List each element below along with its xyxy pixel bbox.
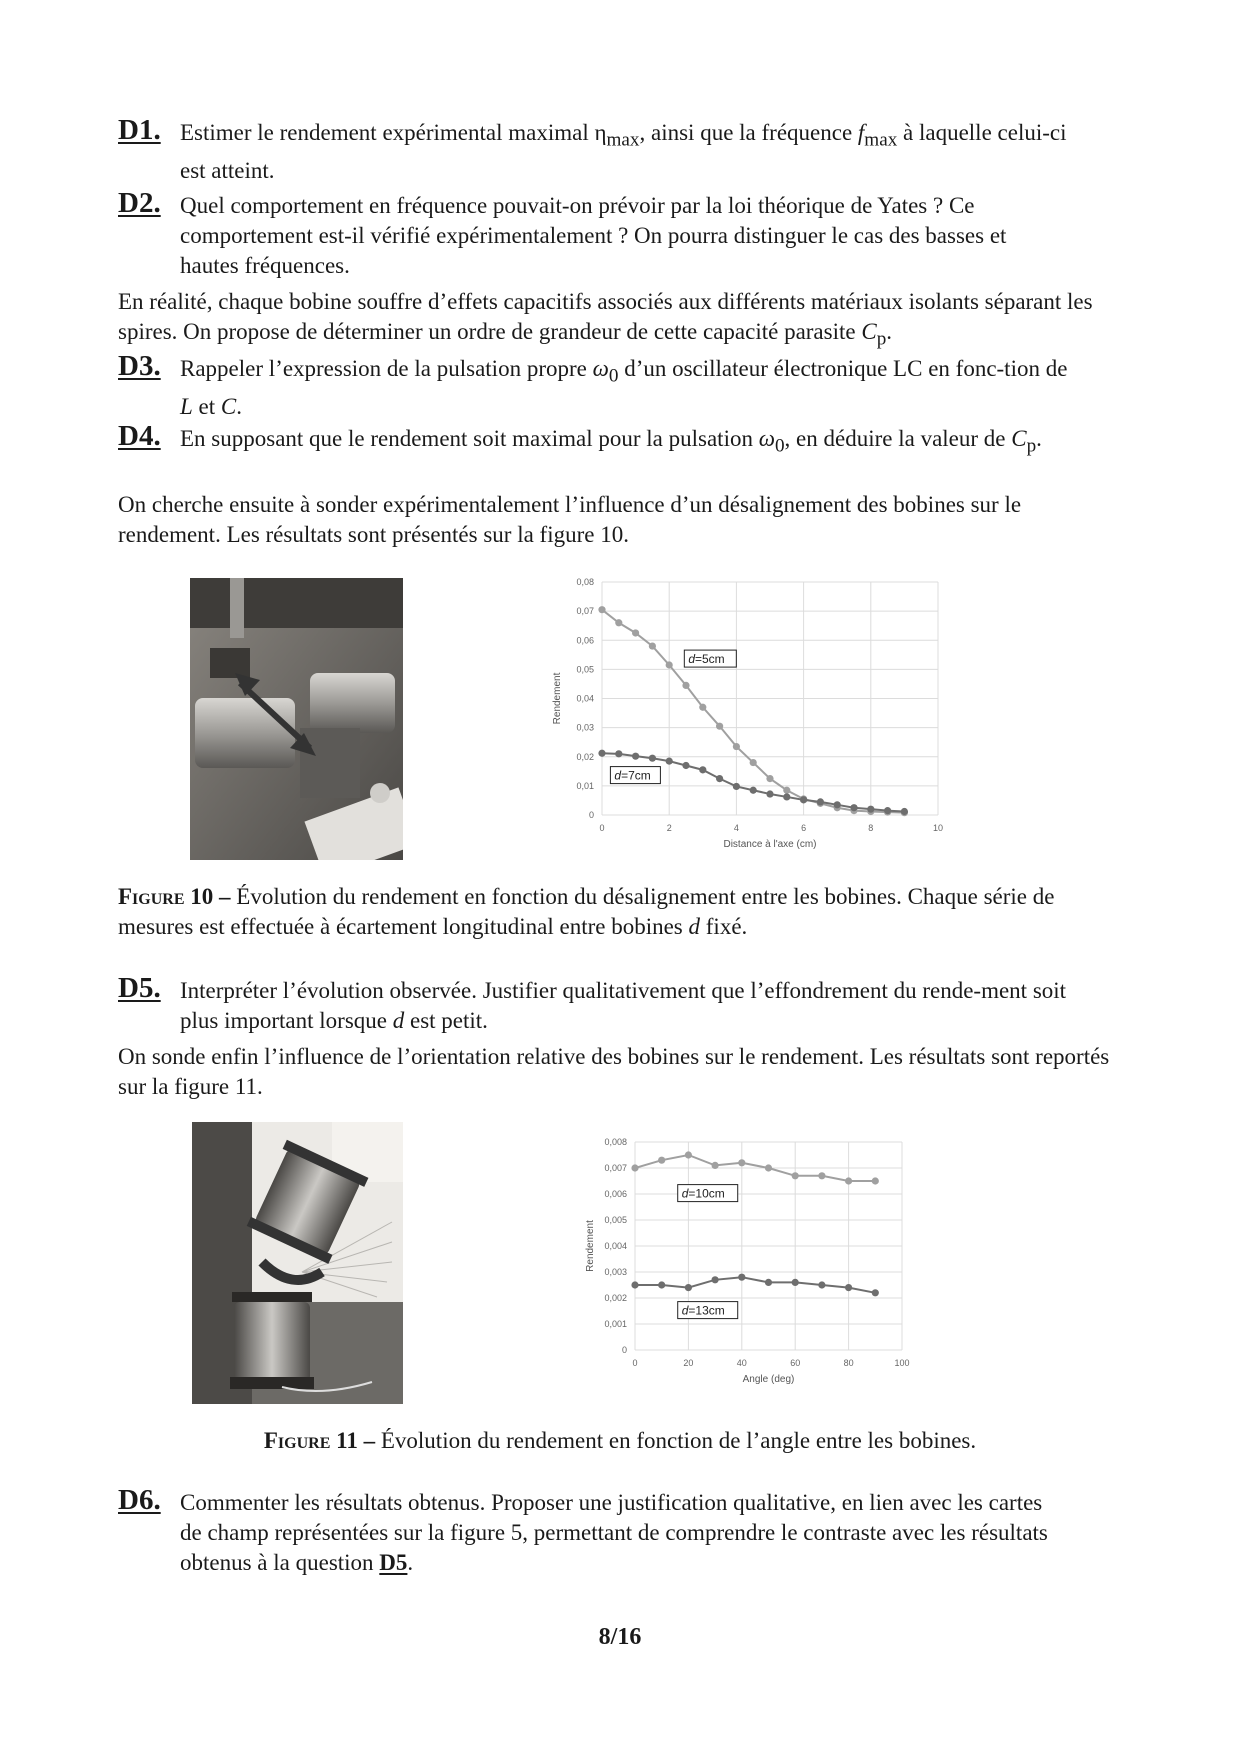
figure-number: 10 –: [190, 884, 231, 909]
figure-prefix: Figure: [263, 1428, 331, 1453]
y-tick-label: 0: [621, 1345, 627, 1355]
photo-illustration: [190, 578, 403, 860]
data-point: [598, 606, 605, 613]
y-axis-label: Rendement: [552, 672, 563, 725]
series-label-value: =5cm: [695, 652, 725, 667]
data-point: [818, 1281, 825, 1288]
data-point: [872, 1289, 879, 1296]
question-label: D4.: [118, 420, 161, 452]
data-point: [783, 793, 790, 800]
y-axis-label: Rendement: [585, 1220, 596, 1272]
x-tick-label: 40: [736, 1358, 747, 1368]
x-axis-label: Distance à l'axe (cm): [723, 839, 817, 850]
series-label-variable: d: [681, 1186, 689, 1201]
paragraph-orientation: On sonde enfin l’influence de l’orientation relative des bobines sur le rendement. Les résultats sont reportés sur la figure 11.: [118, 1044, 1110, 1099]
series-label-value: =13cm: [688, 1303, 725, 1318]
question-text: Quel comportement en fréquence pouvait-on prévoir par la loi théorique de Yates ? Ce comportement est-il vérifié expérimentalement ? On pourra distinguer le cas des basses et hautes fréquences.: [180, 193, 1007, 278]
question-label: D1.: [118, 114, 161, 146]
question-label: D2.: [118, 187, 161, 219]
data-point: [818, 1172, 825, 1179]
y-tick-label: 0,004: [604, 1241, 627, 1251]
question-label: D6.: [118, 1484, 161, 1516]
data-point: [649, 755, 656, 762]
y-tick-label: 0,02: [576, 751, 594, 762]
y-tick-label: 0,007: [604, 1163, 627, 1173]
data-point: [685, 1284, 692, 1291]
question-text: [180, 1488, 1068, 1578]
data-point: [632, 629, 639, 636]
data-point: [850, 804, 857, 811]
x-axis-label: Angle (deg): [742, 1374, 795, 1385]
figure-10-caption: [118, 882, 1128, 942]
y-tick-label: 0,01: [576, 780, 594, 791]
data-point: [658, 1281, 665, 1288]
x-tick-label: 80: [843, 1358, 854, 1368]
data-point: [766, 775, 773, 782]
question-text: En supposant que le rendement soit maximal pour la pulsation $\omega_0$, en déduire la valeur de $C_p$.: [180, 426, 1042, 457]
data-point: [792, 1279, 799, 1286]
data-point: [738, 1274, 745, 1281]
figure-prefix: Figure: [118, 884, 185, 909]
data-point: [615, 619, 622, 626]
data-point: [901, 808, 908, 815]
data-point: [682, 762, 689, 769]
question-text: Rappeler l’expression de la pulsation propre $\omega_0$ d’un oscillateur électronique LC en fonc-tion de L et C.: [180, 356, 1068, 419]
series-label-variable: d: [681, 1303, 689, 1318]
question-text-end: .: [407, 1550, 414, 1575]
x-tick-label: 4: [733, 823, 739, 833]
x-tick-label: 0: [599, 823, 605, 833]
data-point: [712, 1276, 719, 1283]
x-tick-label: 0: [632, 1358, 638, 1368]
series-label-value: =7cm: [621, 768, 651, 783]
data-point: [834, 801, 841, 808]
data-point: [631, 1164, 638, 1171]
photo-illustration: [192, 1122, 403, 1404]
y-tick-label: 0,002: [604, 1293, 627, 1303]
x-tick-label: 20: [683, 1358, 694, 1368]
x-tick-label: 10: [932, 823, 944, 833]
series-label: [682, 1187, 725, 1201]
series-label-variable: d: [688, 652, 696, 667]
question-label: D5.: [118, 972, 161, 1004]
question-text-main: Commenter les résultats obtenus. Proposer une justification qualitative, en lien avec les cartes de champ représentées sur la figure 5, permettant de comprendre le contraste avec les résultats obtenus à la question: [180, 1490, 1048, 1575]
series-label: [688, 652, 724, 666]
y-tick-label: 0: [588, 810, 594, 820]
x-tick-label: 8: [868, 823, 874, 833]
data-point: [783, 787, 790, 794]
figure-caption-text: Évolution du rendement en fonction de l’angle entre les bobines.: [380, 1428, 977, 1453]
series-label-value: =10cm: [688, 1186, 725, 1201]
data-point: [845, 1284, 852, 1291]
data-point: [792, 1172, 799, 1179]
data-point: [615, 750, 622, 757]
data-point: [845, 1177, 852, 1184]
y-tick-label: 0,04: [576, 693, 594, 704]
chart-rendement-distance: [540, 570, 960, 870]
page-number: 8/16: [598, 1624, 642, 1650]
y-tick-label: 0,005: [604, 1215, 627, 1225]
question-label: D3.: [118, 350, 161, 382]
data-point: [699, 766, 706, 773]
y-tick-label: 0,003: [604, 1267, 627, 1277]
data-point: [666, 758, 673, 765]
data-point: [712, 1162, 719, 1169]
figure-11-caption: [0, 1426, 1240, 1456]
y-tick-label: 0,07: [576, 606, 594, 617]
series-label: [682, 1304, 725, 1318]
data-point: [716, 723, 723, 730]
data-point: [766, 790, 773, 797]
data-point: [738, 1159, 745, 1166]
question-ref-d5[interactable]: D5: [379, 1550, 408, 1575]
y-tick-label: 0,008: [604, 1137, 627, 1147]
data-point: [765, 1164, 772, 1171]
data-point: [658, 1157, 665, 1164]
data-point: [685, 1151, 692, 1158]
data-point: [632, 753, 639, 760]
data-point: [682, 682, 689, 689]
y-tick-label: 0,03: [576, 722, 594, 733]
paragraph-capacite-parasite: En réalité, chaque bobine souffre d’effets capacitifs associés aux différents matériaux isolants séparant les spires. On propose de déterminer un ordre de grandeur de cette capacité parasite $C_p$.: [118, 289, 1093, 350]
data-point: [649, 642, 656, 649]
data-point: [733, 783, 740, 790]
figure-number: 11 –: [336, 1428, 376, 1453]
x-tick-label: 60: [790, 1358, 801, 1368]
data-point: [598, 750, 605, 757]
paragraph-desalignement: On cherche ensuite à sonder expérimentalement l’influence d’un désalignement des bobines sur le rendement. Les résultats sont présentés sur la figure 10.: [118, 492, 1022, 547]
series-label-variable: d: [614, 768, 622, 783]
data-point: [750, 759, 757, 766]
photo-bobines-desalignees: [190, 578, 403, 860]
data-point: [666, 661, 673, 668]
data-point: [750, 787, 757, 794]
data-point: [817, 798, 824, 805]
x-tick-label: 6: [801, 823, 807, 833]
data-point: [884, 807, 891, 814]
data-point: [800, 796, 807, 803]
y-tick-label: 0,05: [576, 664, 594, 675]
y-tick-label: 0,006: [604, 1189, 627, 1199]
data-point: [765, 1279, 772, 1286]
y-tick-label: 0,08: [576, 577, 594, 587]
data-point: [631, 1281, 638, 1288]
data-point: [867, 806, 874, 813]
data-point: [733, 743, 740, 750]
chart-rendement-angle: [580, 1128, 940, 1403]
data-point: [716, 775, 723, 782]
data-point: [699, 704, 706, 711]
x-tick-label: 2: [666, 823, 672, 833]
series-label: [614, 769, 650, 783]
question-text: Estimer le rendement expérimental maximal $\eta_{max}$, ainsi que la fréquence $f_{max}$ à laquelle celui-ci est atteint.: [180, 120, 1067, 183]
figure-caption-text: Évolution du rendement en fonction du désalignement entre les bobines. Chaque série de mesures est effectuée à écartement longitudinal entre bobines d fixé.: [118, 884, 1055, 939]
series-line: [635, 1277, 875, 1293]
photo-bobines-orientees: [192, 1122, 403, 1404]
x-tick-label: 100: [894, 1358, 910, 1368]
y-tick-label: 0,06: [576, 635, 594, 646]
data-point: [872, 1177, 879, 1184]
y-tick-label: 0,001: [604, 1319, 627, 1329]
question-text: Interpréter l’évolution observée. Justifier qualitativement que l’effondrement du rende-ment soit plus important lorsque d est petit.: [180, 978, 1067, 1033]
